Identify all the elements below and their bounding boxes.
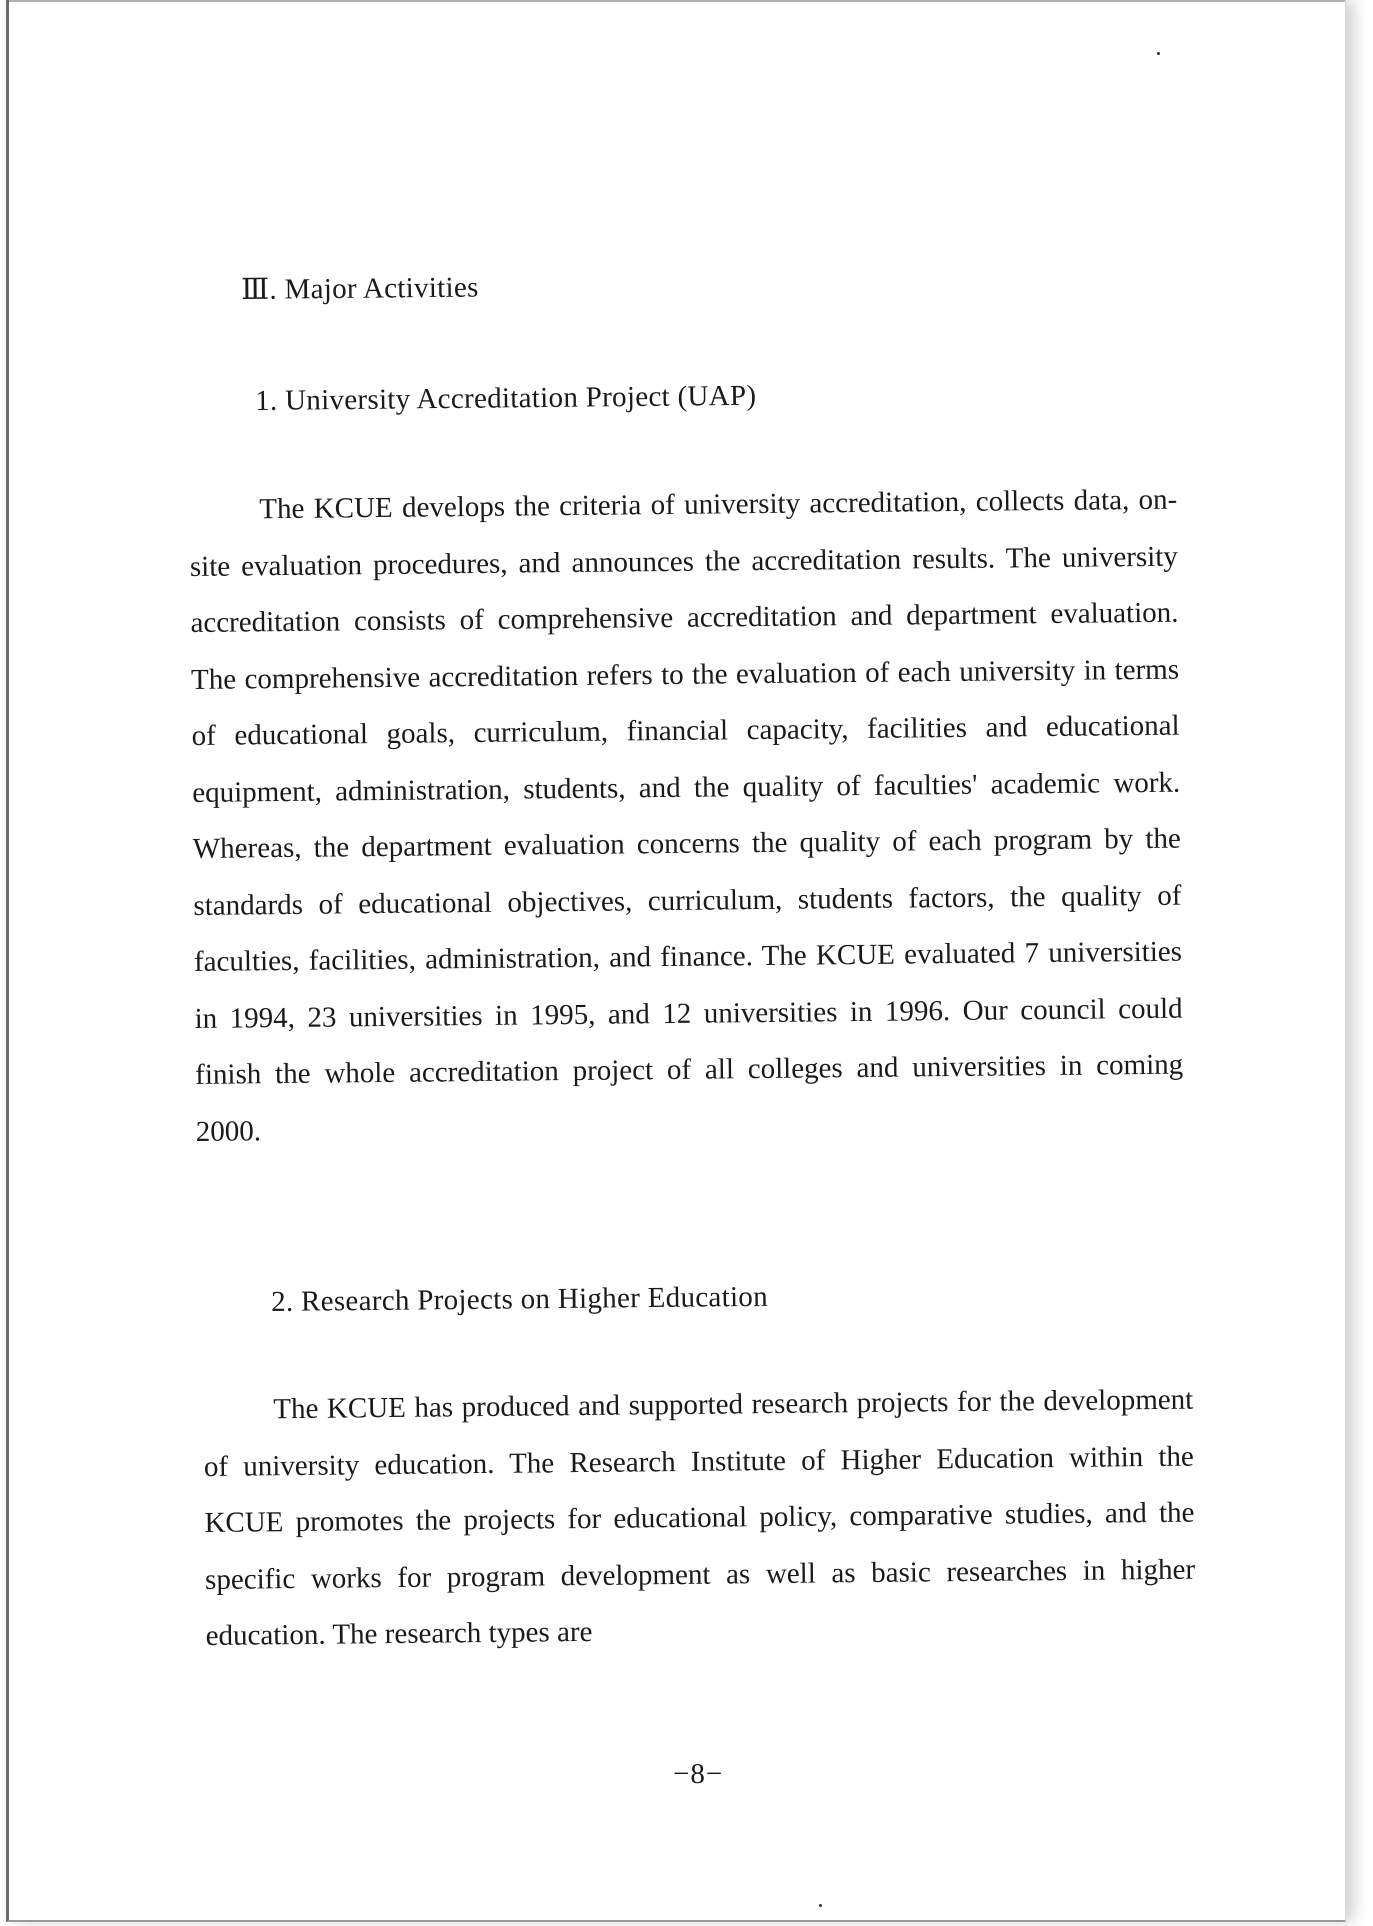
section-heading: Ⅲ. Major Activities — [241, 271, 479, 306]
paragraph-indent — [189, 518, 259, 519]
paragraph-uap-text: The KCUE develops the criteria of university accreditation, collects data, on-site evaluation procedures, and announces the accreditation results. The university accreditation consists of comprehensive accreditation and department evaluation. The comprehensive accreditation refers to the evaluation of each university in terms of educational goals, curriculum, financial capacity, facilities and educational equipment, administration, students, and the quality of faculties' academic work. Whereas, the department evaluation concerns the quality of each program by the standards of educational objectives, curriculum, students factors, the quality of faculties, facilities, administration, and finance. The KCUE evaluated 7 universities in 1994, 23 universities in 1995, and 12 universities in 1996. Our council could finish the whole accreditation project of all colleges and universities in coming 2000. — [189, 483, 1184, 1148]
subsection-title-research: 2. Research Projects on Higher Education — [271, 1280, 769, 1318]
scan-speck — [819, 1904, 822, 1907]
paragraph-research-text: The KCUE has produced and supported research projects for the development of university education. The Research Institute of Higher Education within the KCUE promotes the projects for educational policy, comparative studies, and the specific works for program development as well as basic researches in higher education. The research types are — [203, 1383, 1196, 1652]
subsection-title-uap: 1. University Accreditation Project (UAP) — [255, 379, 757, 417]
paragraph-indent — [203, 1418, 273, 1419]
document-page — [6, 0, 1346, 1922]
paragraph-uap — [189, 472, 1184, 1160]
scan-speck — [1157, 52, 1160, 55]
page-number: −8− — [673, 1758, 724, 1790]
paragraph-research — [203, 1372, 1196, 1665]
